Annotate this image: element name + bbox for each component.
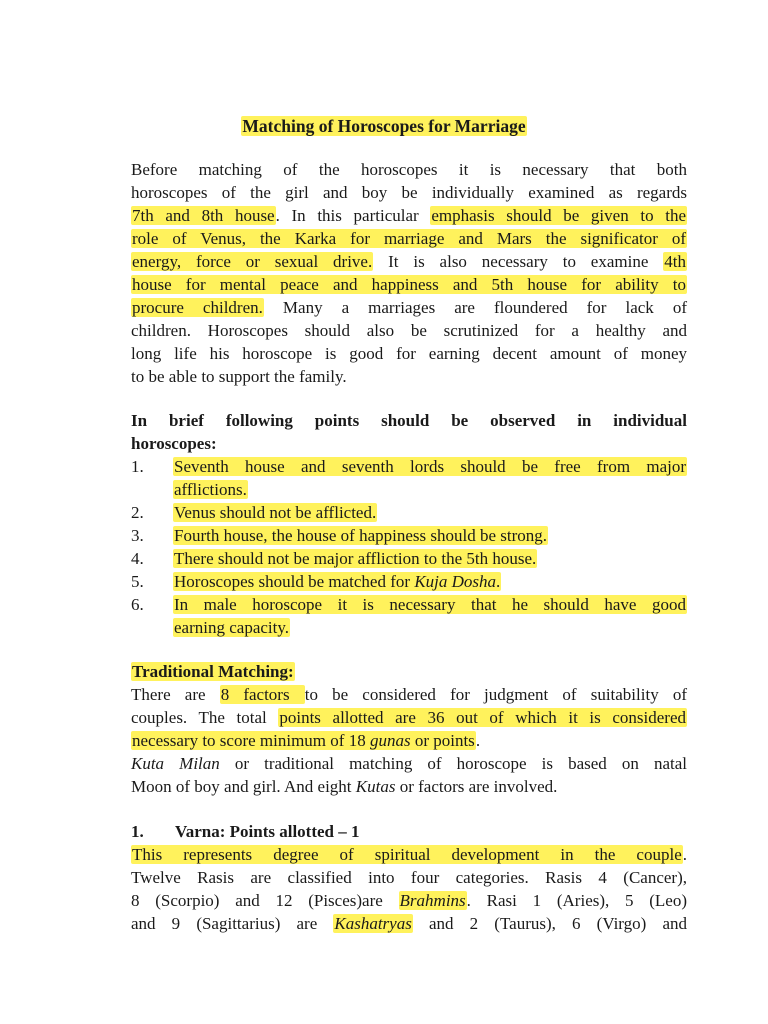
intro-line xyxy=(131,250,687,273)
list-item xyxy=(131,547,687,570)
varna-line: and 9 (Sagittarius) are Kashatryas and 2 (Taurus), 6 (Virgo) and xyxy=(131,914,687,933)
list-number: 2. xyxy=(131,503,144,522)
highlighted-text: 7th and 8th house xyxy=(132,206,275,225)
list-number: 1. xyxy=(131,457,144,476)
varna-line: Twelve Rasis are classified into four categories. Rasis 4 (Cancer), xyxy=(131,868,687,887)
highlighted-text: energy, force or sexual drive. xyxy=(132,252,373,271)
varna-section xyxy=(131,820,687,935)
intro-line: to be able to support the family. xyxy=(131,367,347,386)
traditional-line: Moon of boy and girl. And eight Kutas or factors are involved. xyxy=(131,777,558,796)
highlighted-text: role of Venus, the Karka for marriage and Mars the significator of xyxy=(132,229,686,248)
varna-number: 1. xyxy=(131,822,144,841)
highlighted-text: afflictions. xyxy=(174,480,247,499)
highlighted-text: Horoscopes should be matched for Kuja Dosha. xyxy=(174,572,501,591)
traditional-line: necessary to score minimum of 18 gunas or points. xyxy=(132,731,481,750)
highlighted-text: There should not be major affliction to the 5th house. xyxy=(174,549,537,568)
brief-list xyxy=(131,455,687,639)
highlighted-text: points allotted are 36 out of which it is considered xyxy=(279,708,686,727)
highlighted-text: Fourth house, the house of happiness should be strong. xyxy=(174,526,548,545)
varna-heading: 1. Varna: Points allotted – 1 xyxy=(131,822,360,841)
intro-paragraph xyxy=(131,158,687,388)
highlighted-text: This represents degree of spiritual development in the couple xyxy=(132,845,682,864)
list-number: 5. xyxy=(131,572,144,591)
intro-line xyxy=(131,227,687,250)
highlighted-text: Kashatryas xyxy=(334,914,412,933)
list-item xyxy=(131,593,687,639)
intro-line: children. Horoscopes should also be scrutinized for a healthy and xyxy=(131,321,687,340)
highlighted-text: Seventh house and seventh lords should be free from major xyxy=(174,457,686,476)
traditional-line: Kuta Milan or traditional matching of horoscope is based on natal xyxy=(131,754,687,773)
traditional-section xyxy=(131,660,687,798)
highlighted-text: Venus should not be afflicted. xyxy=(174,503,377,522)
intro-text: . In this particular xyxy=(275,206,431,225)
highlighted-text: emphasis should be given to the xyxy=(431,206,686,225)
intro-line xyxy=(131,296,687,319)
varna-line: 8 (Scorpio) and 12 (Pisces)are Brahmins. Rasi 1 (Aries), 5 (Leo) xyxy=(131,891,688,910)
intro-line: horoscopes of the girl and boy be individually examined as regards xyxy=(131,183,687,202)
list-number: 3. xyxy=(131,526,144,545)
highlighted-text: In male horoscope it is necessary that he should have good xyxy=(174,595,686,614)
list-item xyxy=(131,455,687,501)
highlighted-text: Brahmins xyxy=(399,891,466,910)
highlighted-text: necessary to score minimum of 18 gunas or points xyxy=(132,731,475,750)
intro-line xyxy=(131,204,687,227)
list-number: 4. xyxy=(131,549,144,568)
highlighted-text: procure children. xyxy=(132,298,263,317)
brief-heading-line: horoscopes: xyxy=(131,434,217,453)
title-highlight: Matching of Horoscopes for Marriage xyxy=(242,116,526,136)
highlighted-text: 4th xyxy=(664,252,686,271)
intro-line: Before matching of the horoscopes it is necessary that both xyxy=(131,160,687,179)
intro-text: Many a marriages are floundered for lack of xyxy=(263,298,687,317)
brief-heading xyxy=(131,409,687,455)
highlighted-text: earning capacity. xyxy=(174,618,289,637)
highlighted-text: Traditional Matching: xyxy=(132,662,294,681)
traditional-line: couples. The total points allotted are 36 out of which it is considered xyxy=(131,708,686,727)
intro-line: long life his horoscope is good for earning decent amount of money xyxy=(131,344,687,363)
traditional-heading xyxy=(131,660,687,683)
list-number: 6. xyxy=(131,595,144,614)
highlighted-text: 8 factors xyxy=(220,685,304,704)
list-item xyxy=(131,501,687,524)
page-title xyxy=(0,116,768,137)
varna-line: This represents degree of spiritual development in the couple. xyxy=(132,845,687,864)
brief-heading-line: In brief following points should be observed in individual xyxy=(131,411,687,430)
intro-text: It is also necessary to examine xyxy=(373,252,664,271)
intro-line xyxy=(131,273,687,296)
list-item xyxy=(131,524,687,547)
list-item xyxy=(131,570,687,593)
highlighted-text: house for mental peace and happiness and 5th house for ability to xyxy=(132,275,686,294)
traditional-line: There are 8 factors to be considered for judgment of suitability of xyxy=(131,685,688,704)
